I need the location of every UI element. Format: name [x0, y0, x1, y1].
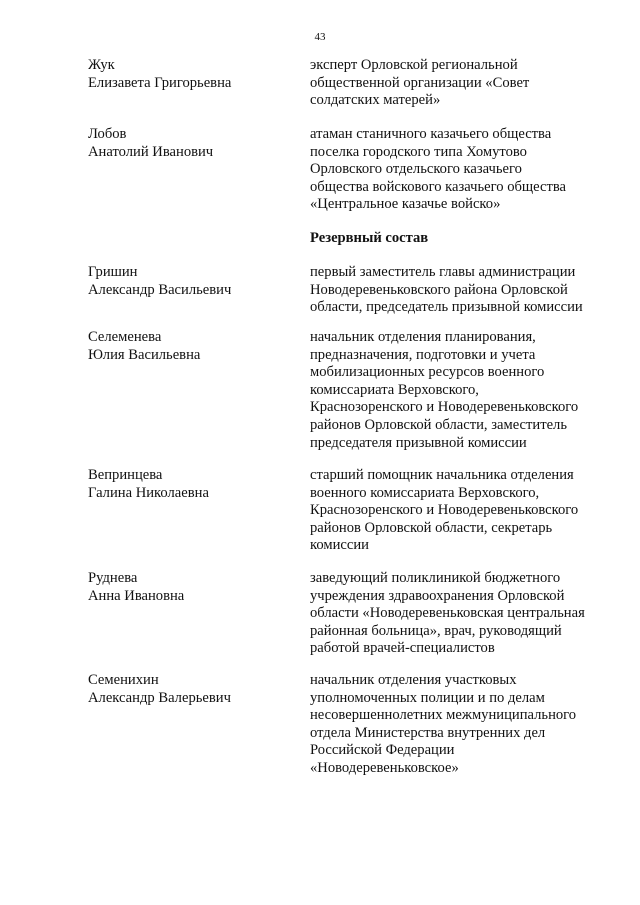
- position-line: атаман станичного казачьего общества: [310, 126, 552, 142]
- member-position: [310, 57, 610, 110]
- position-line: начальник отделения участковых: [310, 672, 517, 688]
- position-line: комиссии: [310, 537, 369, 554]
- position-line: военного комиссариата Верховского,: [310, 484, 540, 501]
- member-position: [310, 672, 610, 778]
- member-name: [88, 329, 288, 364]
- position-line: поселка городского типа Хомутово: [310, 143, 527, 160]
- position-line: Российской Федерации: [310, 742, 455, 759]
- position-line: предназначения, подготовки и учета: [310, 346, 536, 363]
- member-given-names: Александр Валерьевич: [88, 689, 231, 706]
- position-line: области «Новодеревеньковская центральная: [310, 605, 585, 622]
- position-line: первый заместитель главы администрации: [310, 264, 576, 280]
- member-name: [88, 570, 288, 605]
- position-line: заведующий поликлиникой бюджетного: [310, 570, 561, 586]
- member-surname: Жук: [88, 57, 115, 73]
- position-line: общественной организации «Совет: [310, 74, 530, 91]
- member-position: [310, 126, 610, 214]
- reserve-section-heading: Резервный состав: [310, 230, 429, 246]
- position-line: «Новодеревеньковское»: [310, 759, 459, 776]
- member-surname: Гришин: [88, 264, 138, 280]
- member-surname: Семенихин: [88, 672, 159, 688]
- member-name: [88, 126, 288, 161]
- member-name: [88, 467, 288, 502]
- position-line: несовершеннолетних межмуниципального: [310, 707, 577, 724]
- position-line: районная больница», врач, руководящий: [310, 622, 562, 639]
- position-line: Краснозоренского и Новодеревеньковского: [310, 399, 579, 416]
- position-line: председателя призывной комиссии: [310, 434, 527, 451]
- member-position: [310, 329, 610, 452]
- position-line: «Центральное казачье войско»: [310, 196, 501, 213]
- member-surname: Вепринцева: [88, 467, 163, 483]
- position-line: области, председатель призывной комиссии: [310, 299, 583, 316]
- position-line: работой врачей-специалистов: [310, 640, 495, 657]
- member-position: [310, 264, 610, 317]
- position-line: уполномоченных полиции и по делам: [310, 689, 545, 706]
- position-line: солдатских матерей»: [310, 92, 441, 109]
- position-line: комиссариата Верховского,: [310, 381, 479, 398]
- member-position: [310, 467, 610, 555]
- position-line: учреждения здравоохранения Орловской: [310, 587, 565, 604]
- member-given-names: Александр Васильевич: [88, 281, 232, 298]
- member-given-names: Анна Ивановна: [88, 587, 185, 604]
- position-line: старший помощник начальника отделения: [310, 467, 574, 483]
- position-line: мобилизационных ресурсов военного: [310, 364, 545, 381]
- member-given-names: Галина Николаевна: [88, 484, 209, 501]
- position-line: отдела Министерства внутренних дел: [310, 724, 546, 741]
- position-line: районов Орловской области, секретарь: [310, 519, 553, 536]
- position-line: районов Орловской области, заместитель: [310, 416, 567, 433]
- position-line: начальник отделения планирования,: [310, 329, 536, 345]
- member-name: [88, 57, 288, 92]
- member-name: [88, 264, 288, 299]
- position-line: общества войскового казачьего общества: [310, 178, 567, 195]
- member-given-names: Елизавета Григорьевна: [88, 74, 232, 91]
- position-line: Новодеревеньковского района Орловской: [310, 281, 568, 298]
- position-line: Краснозоренского и Новодеревеньковского: [310, 502, 579, 519]
- position-line: эксперт Орловской региональной: [310, 57, 518, 73]
- member-given-names: Юлия Васильевна: [88, 346, 201, 363]
- member-surname: Лобов: [88, 126, 127, 142]
- page-number: 43: [314, 31, 326, 43]
- member-surname: Селеменева: [88, 329, 162, 345]
- member-name: [88, 672, 288, 707]
- member-given-names: Анатолий Иванович: [88, 143, 214, 160]
- member-surname: Руднева: [88, 570, 138, 586]
- member-position: [310, 570, 610, 658]
- position-line: Орловского отдельского казачьего: [310, 161, 522, 178]
